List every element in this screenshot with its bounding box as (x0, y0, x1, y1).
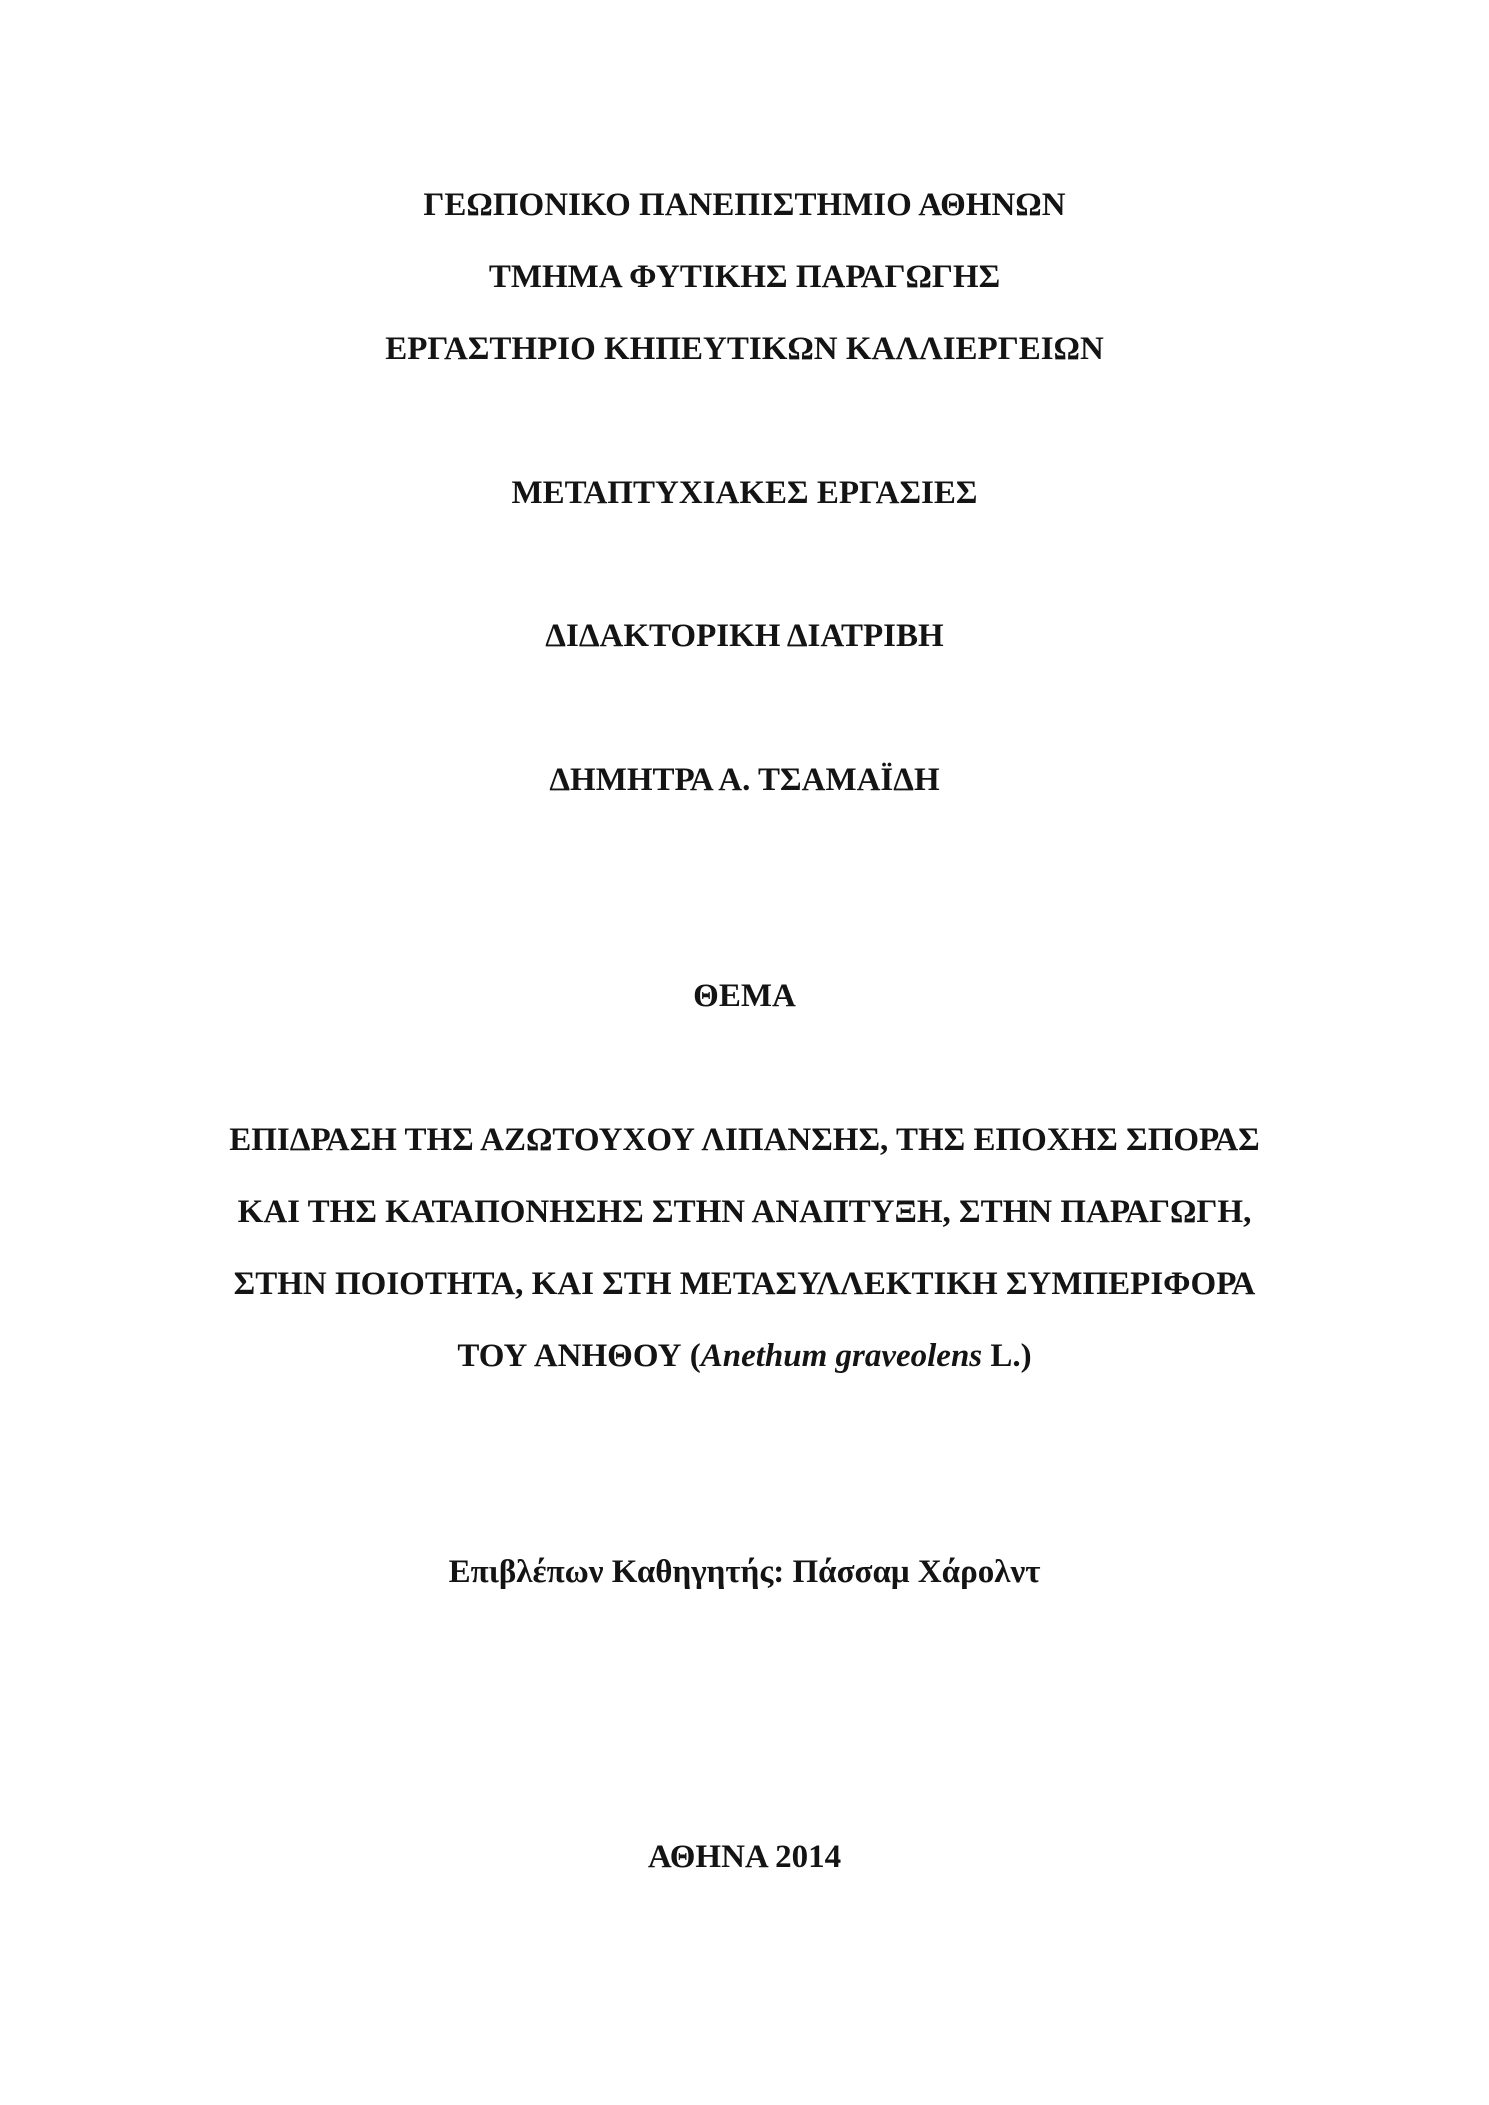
laboratory-name: ΕΡΓΑΣΤΗΡΙΟ ΚΗΠΕΥΤΙΚΩΝ ΚΑΛΛΙΕΡΓΕΙΩΝ (385, 331, 1104, 367)
title-line-3: ΣΤΗΝ ΠΟΙΟΤΗΤΑ, ΚΑΙ ΣΤΗ ΜΕΤΑΣΥΛΛΕΚΤΙΚΗ ΣΥΜΠΕΡΙΦΟΡΑ (233, 1266, 1256, 1302)
university-name: ΓΕΩΠΟΝΙΚΟ ΠΑΝΕΠΙΣΤΗΜΙΟ ΑΘΗΝΩΝ (423, 187, 1066, 223)
supervisor: Επιβλέπων Καθηγητής: Πάσσαμ Χάρολντ (448, 1554, 1041, 1590)
title-line-4 (0, 1336, 1489, 1376)
author-name: ΔΗΜΗΤΡΑ Α. ΤΣΑΜΑΪΔΗ (549, 762, 940, 798)
title-line-4-suffix: L.) (982, 1338, 1032, 1374)
document-type: ΔΙΔΑΚΤΟΡΙΚΗ ΔΙΑΤΡΙΒΗ (545, 618, 944, 654)
species-name: Anethum graveolens (700, 1338, 983, 1374)
title-line-4-prefix: ΤΟΥ ΑΝΗΘΟΥ ( (457, 1338, 701, 1374)
place-year: ΑΘΗΝΑ 2014 (647, 1839, 842, 1875)
title-line-2: ΚΑΙ ΤΗΣ ΚΑΤΑΠΟΝΗΣΗΣ ΣΤΗΝ ΑΝΑΠΤΥΞΗ, ΣΤΗΝ ΠΑΡΑΓΩΓΗ, (237, 1194, 1252, 1230)
program-name: ΜΕΤΑΠΤΥΧΙΑΚΕΣ ΕΡΓΑΣΙΕΣ (511, 475, 978, 511)
title-line-1: ΕΠΙΔΡΑΣΗ ΤΗΣ ΑΖΩΤΟΥΧΟΥ ΛΙΠΑΝΣΗΣ, ΤΗΣ ΕΠΟΧΗΣ ΣΠΟΡΑΣ (229, 1122, 1260, 1158)
department-name: ΤΜΗΜΑ ΦΥΤΙΚΗΣ ΠΑΡΑΓΩΓΗΣ (488, 259, 1001, 295)
topic-label: ΘΕΜΑ (693, 978, 796, 1014)
